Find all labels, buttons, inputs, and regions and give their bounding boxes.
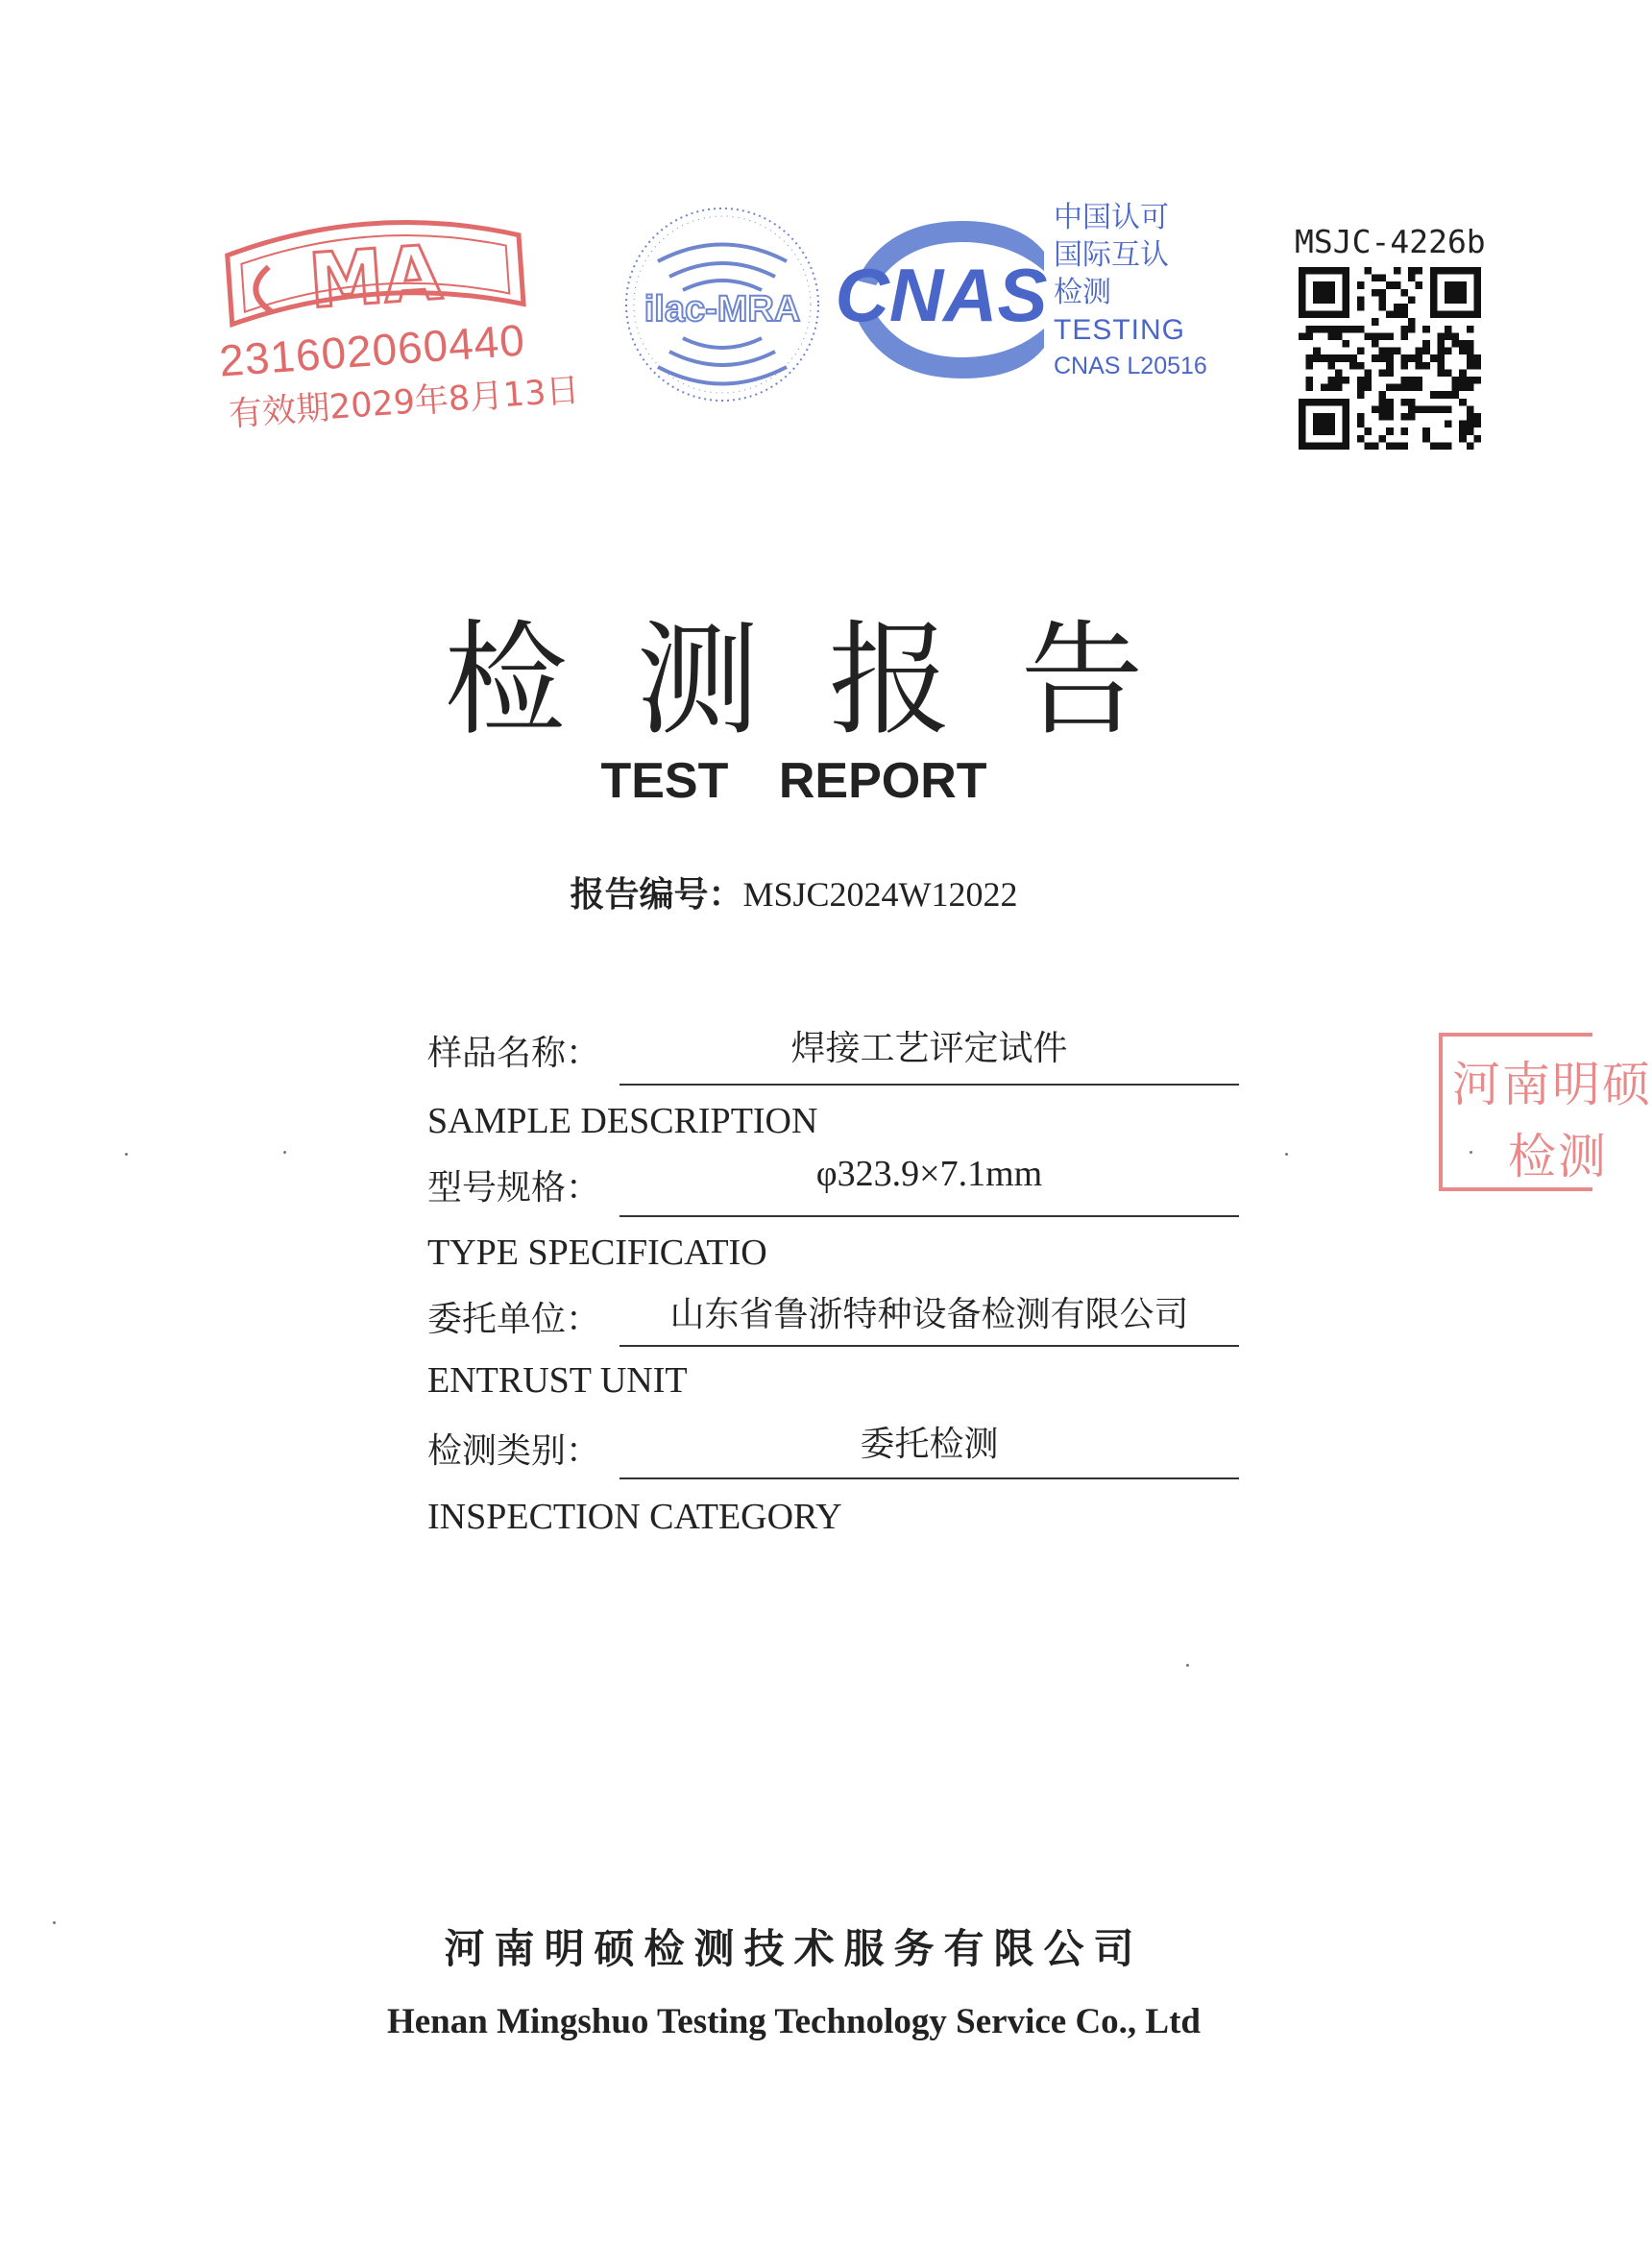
scan-speck: [125, 1153, 128, 1156]
cnas-text: [1054, 201, 1227, 379]
inspection-category-underline: [620, 1477, 1239, 1479]
inspection-category-value: 委托检测: [860, 1425, 999, 1464]
type-spec-label: 型号规格：: [427, 1168, 601, 1208]
edge-stamp-line-1: 河南明硕: [1452, 1057, 1652, 1112]
entrust-unit-label: 委托单位：: [427, 1300, 601, 1339]
cnas-line-3: 检测: [1054, 276, 1111, 309]
cma-validity: 有效期2029年8月13日: [227, 371, 581, 435]
cma-stamp: [207, 195, 581, 476]
ilac-mra-mark: [620, 204, 826, 405]
inspection-category-label: 检测类别：: [427, 1431, 601, 1471]
entrust-unit-value: 山东省鲁浙特种设备检测有限公司: [669, 1295, 1189, 1334]
entrust-unit-underline: [620, 1345, 1239, 1347]
report-title-zh: 检测报告: [444, 609, 1213, 752]
qr-code-label: MSJC-4226b: [1295, 223, 1486, 260]
sample-name-label: 样品名称：: [427, 1034, 601, 1073]
svg-text:MA: MA: [305, 230, 445, 326]
cnas-line-5: CNAS L20516: [1054, 353, 1207, 379]
entrust-unit-en-label: ENTRUST UNIT: [427, 1360, 688, 1401]
cnas-mark: [828, 213, 1054, 386]
type-specification-label: TYPE SPECIFICATIO: [427, 1233, 767, 1273]
scan-speck: [53, 1921, 56, 1924]
cnas-line-4: TESTING: [1054, 314, 1186, 346]
scan-speck: [1285, 1153, 1288, 1156]
company-name-en: Henan Mingshuo Testing Technology Service Co., Ltd: [386, 2002, 1202, 2041]
sample-name-underline: [620, 1084, 1239, 1086]
cnas-line-1: 中国认可: [1054, 201, 1169, 234]
cnas-logo-icon: [828, 213, 1054, 386]
sample-description-label: SAMPLE DESCRIPTION: [427, 1101, 818, 1141]
type-spec-underline: [620, 1215, 1239, 1217]
svg-text:ilac-MRA: ilac-MRA: [644, 289, 801, 330]
cma-number: 231602060440: [217, 314, 527, 386]
type-spec-value: φ323.9×7.1mm: [815, 1154, 1043, 1194]
partial-company-stamp: [1439, 1033, 1652, 1191]
report-title-en: TEST REPORT: [600, 753, 987, 809]
report-number-label: 报告编号：: [570, 875, 743, 915]
edge-stamp-line-2: 检测: [1508, 1129, 1608, 1184]
company-name-zh: 河南明硕检测技术服务有限公司: [444, 1925, 1144, 1972]
scan-speck: [1470, 1151, 1472, 1154]
ilac-mra-logo-icon: [620, 204, 826, 405]
sample-name-value: 焊接工艺评定试件: [790, 1029, 1068, 1068]
qr-code-icon[interactable]: [1299, 267, 1481, 450]
svg-text:CNAS: CNAS: [835, 253, 1048, 337]
cnas-line-2: 国际互认: [1054, 238, 1169, 272]
inspection-category-en-label: INSPECTION CATEGORY: [427, 1497, 842, 1537]
scan-speck: [283, 1151, 286, 1154]
report-number-value: MSJC2024W12022: [742, 875, 1018, 914]
report-number: [0, 867, 1588, 916]
scan-speck: [1186, 1664, 1189, 1667]
